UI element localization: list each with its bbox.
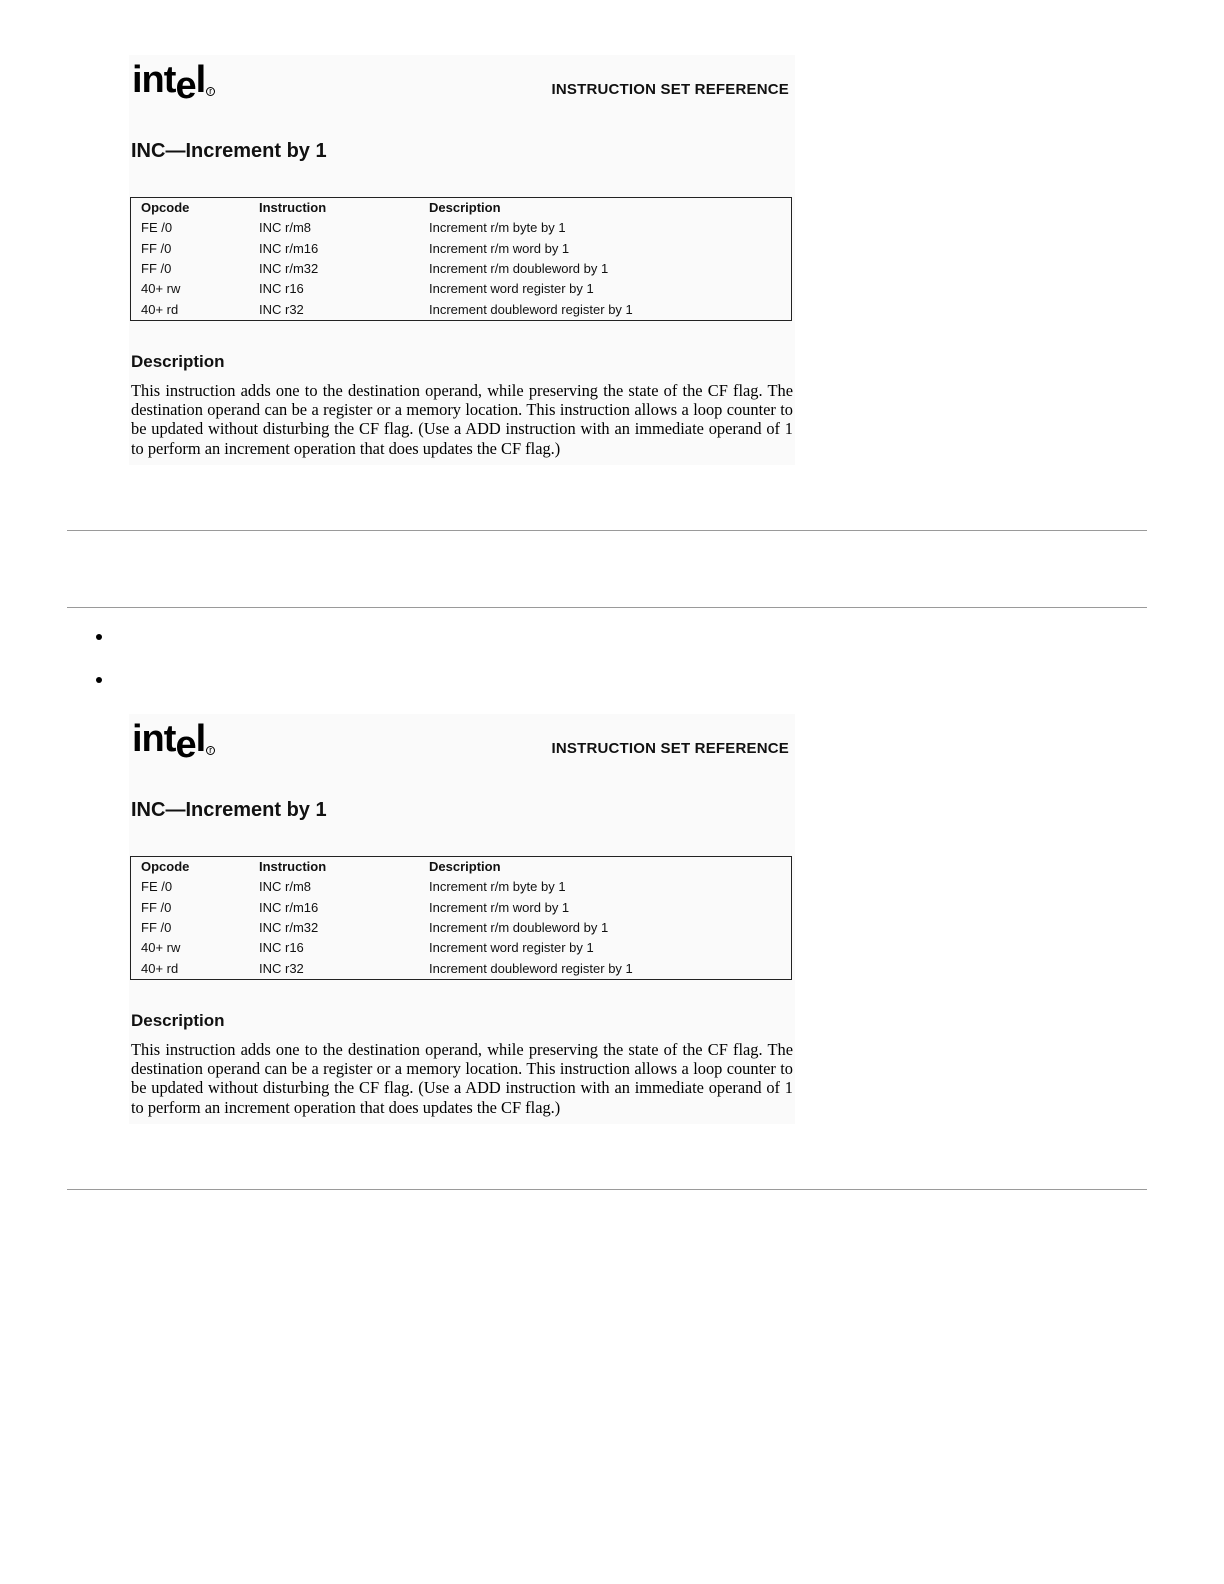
header-description: Description	[429, 859, 501, 874]
registered-mark-icon: r	[206, 87, 215, 96]
description-cell: Increment r/m doubleword by 1	[429, 260, 609, 276]
description-heading: Description	[131, 352, 225, 371]
description-text: This instruction adds one to the destination operand, while preserving the state of the CF flag. The destination operand can be a register or a memory location. This instruction allows a loop counter to be updated without disturbing the CF flag. (Use a ADD instruction with an immediate operand of 1 to perform an increment operation that does updates the CF flag.)	[131, 1040, 793, 1117]
table-header-row	[131, 857, 792, 878]
opcode-cell: FE /0	[141, 879, 173, 895]
opcode-cell: FE /0	[141, 220, 173, 236]
horizontal-divider	[67, 1189, 1147, 1190]
list-item-bullet	[96, 634, 102, 640]
instruction-cell: INC r32	[259, 301, 304, 317]
opcode-cell: FF /0	[141, 240, 172, 256]
intel-logo: intel r	[132, 719, 214, 759]
list-item-bullet	[96, 677, 102, 683]
opcode-cell: 40+ rd	[141, 960, 179, 976]
description-cell: Increment r/m byte by 1	[429, 220, 566, 236]
table-row	[131, 259, 792, 279]
description-cell: Increment doubleword register by 1	[429, 301, 633, 317]
table-row	[131, 918, 792, 938]
opcode-cell: 40+ rw	[141, 940, 181, 956]
header-opcode: Opcode	[141, 859, 190, 874]
section-label: INSTRUCTION SET REFERENCE	[551, 740, 789, 757]
horizontal-divider	[67, 530, 1147, 531]
bullet-list	[96, 634, 102, 720]
description-cell: Increment r/m doubleword by 1	[429, 919, 609, 935]
instruction-cell: INC r/m16	[259, 899, 319, 915]
instruction-title: INC—Increment by 1	[131, 799, 327, 821]
instruction-cell: INC r/m8	[259, 879, 311, 895]
description-cell: Increment word register by 1	[429, 940, 594, 956]
table-row	[131, 877, 792, 897]
instruction-cell: INC r/m32	[259, 919, 319, 935]
opcode-table	[130, 856, 792, 980]
description-cell: Increment r/m word by 1	[429, 899, 570, 915]
header-instruction: Instruction	[259, 859, 327, 874]
instruction-cell: INC r32	[259, 960, 304, 976]
header-instruction: Instruction	[259, 200, 327, 215]
table-row	[131, 959, 792, 980]
table-header-row	[131, 198, 792, 219]
table-row	[131, 279, 792, 299]
registered-mark-icon: r	[206, 746, 215, 755]
description-text: This instruction adds one to the destination operand, while preserving the state of the CF flag. The destination operand can be a register or a memory location. This instruction allows a loop counter to be updated without disturbing the CF flag. (Use a ADD instruction with an immediate operand of 1 to perform an increment operation that does updates the CF flag.)	[131, 381, 793, 458]
instruction-cell: INC r16	[259, 940, 304, 956]
opcode-cell: FF /0	[141, 899, 172, 915]
opcode-cell: 40+ rd	[141, 301, 179, 317]
description-cell: Increment r/m word by 1	[429, 240, 570, 256]
opcode-cell: FF /0	[141, 260, 172, 276]
section-label: INSTRUCTION SET REFERENCE	[551, 81, 789, 98]
document-image-1	[129, 55, 795, 465]
instruction-cell: INC r/m8	[259, 220, 311, 236]
instruction-cell: INC r/m32	[259, 260, 319, 276]
opcode-cell: FF /0	[141, 919, 172, 935]
instruction-title: INC—Increment by 1	[131, 140, 327, 162]
table-row	[131, 300, 792, 321]
intel-logo: intel r	[132, 60, 214, 100]
instruction-cell: INC r/m16	[259, 240, 319, 256]
table-row	[131, 897, 792, 917]
header-description: Description	[429, 200, 501, 215]
table-row	[131, 238, 792, 258]
instruction-cell: INC r16	[259, 281, 304, 297]
table-row	[131, 938, 792, 958]
opcode-table	[130, 197, 792, 321]
description-cell: Increment r/m byte by 1	[429, 879, 566, 895]
horizontal-divider	[67, 607, 1147, 608]
description-heading: Description	[131, 1011, 225, 1030]
description-cell: Increment doubleword register by 1	[429, 960, 633, 976]
opcode-cell: 40+ rw	[141, 281, 181, 297]
header-opcode: Opcode	[141, 200, 190, 215]
description-cell: Increment word register by 1	[429, 281, 594, 297]
table-row	[131, 218, 792, 238]
document-image-2	[129, 714, 795, 1124]
